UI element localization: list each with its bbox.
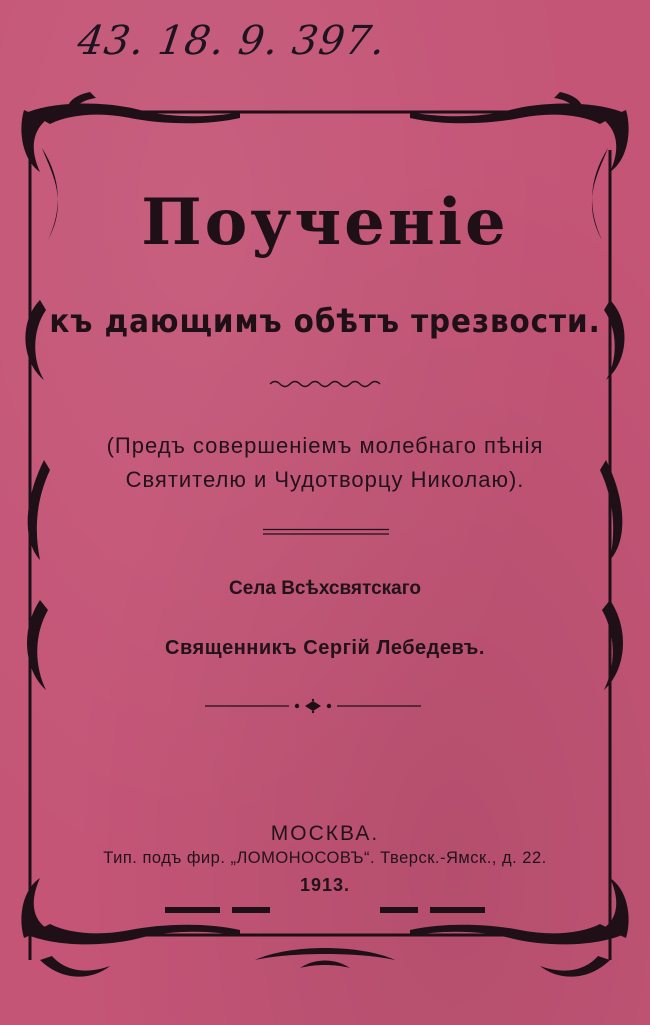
- ornamental-divider: [205, 698, 421, 714]
- village-line: Села Всѣхсвятскаго: [229, 578, 421, 599]
- double-rule-divider: [263, 527, 389, 537]
- cover-title: Поученіе: [141, 185, 509, 260]
- printer-line: Тип. подъ фир. „ЛОМОНОСОВЪ“. Тверск.-Ямск., д. 22.: [103, 849, 547, 867]
- publication-city: МОСКВА.: [270, 822, 380, 845]
- publication-year: 1913.: [299, 875, 351, 895]
- wavy-divider: [268, 378, 382, 390]
- handwritten-archive-number: 43. 18. 9. 397.: [74, 18, 389, 64]
- author-line: Священникъ Сергій Лебедевъ.: [165, 637, 485, 659]
- subtitle-note-line-1: (Предъ совершеніемъ молебнаго пѣнія: [106, 433, 544, 458]
- subtitle-note-line-2: Святителю и Чудотворцу Николаю).: [125, 467, 525, 492]
- cover-subtitle: къ дающимъ обѣтъ трезвости.: [49, 302, 601, 340]
